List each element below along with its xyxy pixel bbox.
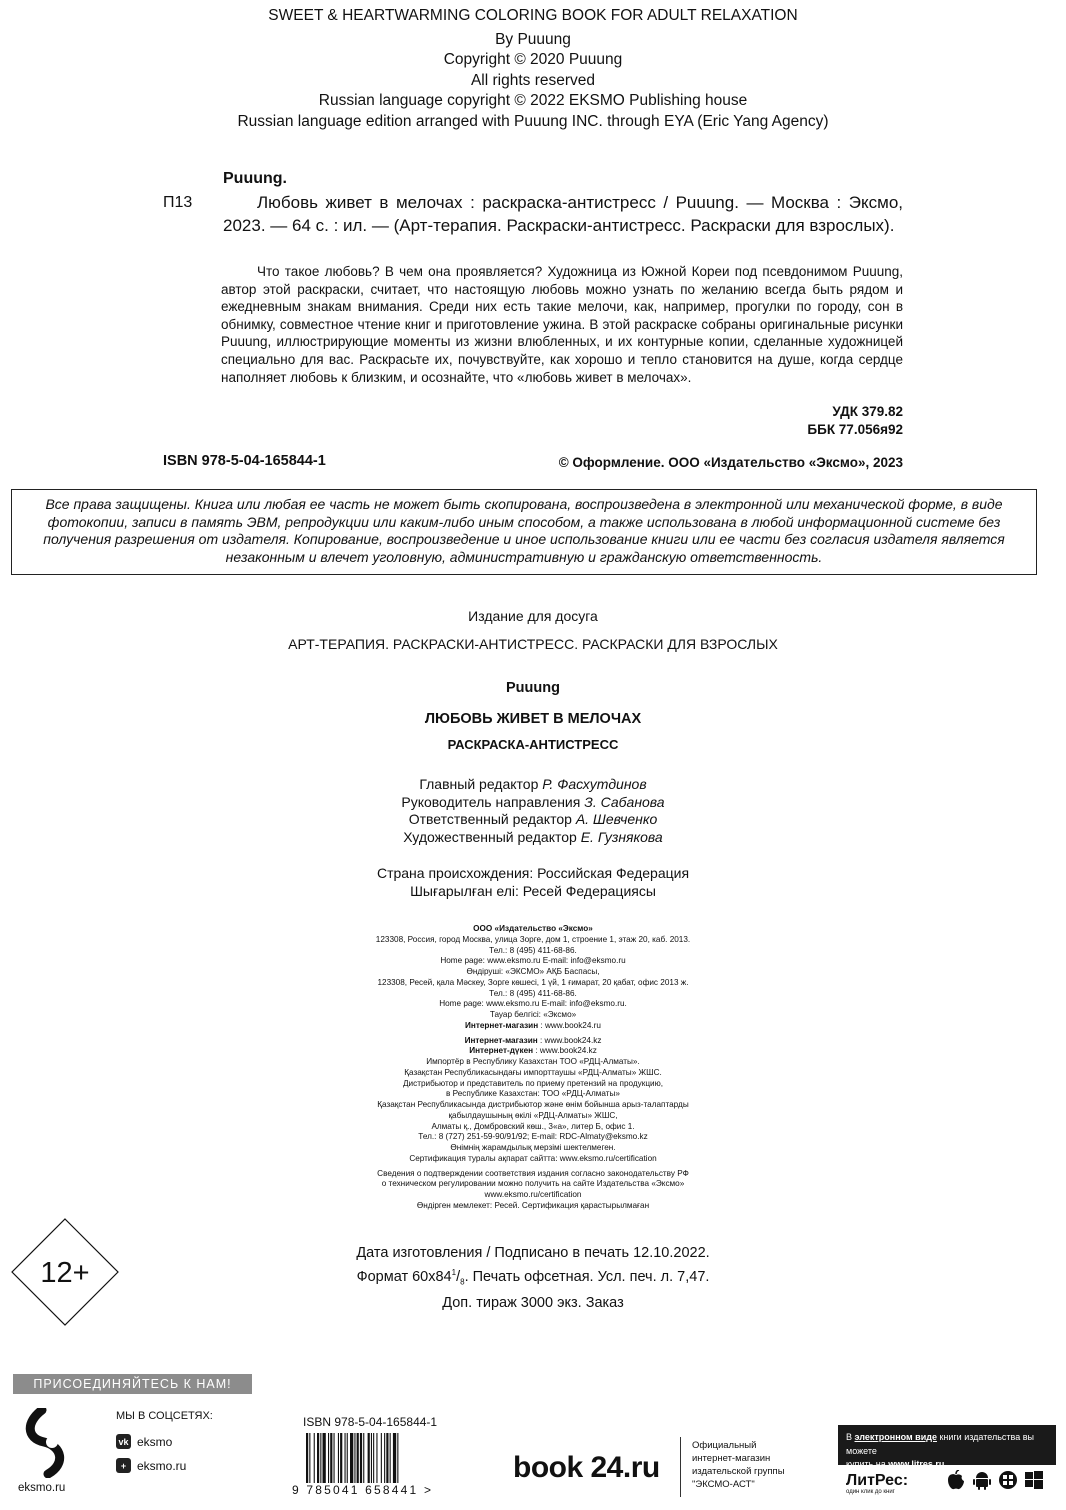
barcode-bar (363, 1433, 364, 1485)
annotation: Что такое любовь? В чем она проявляется? Художница из Южной Кореи под псевдонимом Puuung, автор этой раскраски, считает, что настоящую любовь можно узнать по желанию всегда быть рядом и ежедневным знакам внимания. Среди них есть такие мелочи, как, например, прогулки по городу, сон в обнимку, совместное чтение книг и приготовление ужина. В этой раскраске собраны оригинальные рисунки Puuung, иллюстрирующие моменты из жизни влюбленных, и их контурные копии, сделанные художницей специально для вас. Раскрасьте их, почувствуйте, как хорошо и тепло становится на душе, когда сердце наполняет любовь к близким, и осознайте, что «любовь живет в мелочах». (221, 264, 903, 385)
age-rating-text: 12+ (40, 1257, 90, 1289)
barcode-bar (345, 1433, 346, 1485)
app-icons (946, 1470, 1044, 1490)
staff-role: Ответственный редактор (408, 811, 572, 827)
publisher-line: Дистрибьютор и представитель по приему претензий на продукцию, (403, 1078, 663, 1088)
divider (680, 1437, 681, 1497)
staff-name: Р. Фасхутдинов (542, 776, 647, 792)
staff-line (0, 811, 1066, 829)
certification-block (280, 1169, 786, 1212)
publisher-line: Өндіруші: «ЭКСМО» АҚБ Баспасы, (466, 967, 600, 976)
publisher-line: в Республике Казахстан: ТОО «РДЦ-Алматы» (446, 1089, 620, 1099)
publisher-line: Home page: www.eksmo.ru E-mail: info@eksmo.ru. (439, 999, 627, 1009)
publisher-line: Тел.: 8 (727) 251-59-90/91/92; E-mail: RDC-Almaty@eksmo.kz (418, 1132, 648, 1142)
litres-logo[interactable]: ЛитРес: (846, 1472, 909, 1489)
udk-code: УДК 379.82 (832, 404, 903, 419)
barcode-bar (360, 1433, 362, 1485)
publisher-line: Тел.: 8 (495) 411-68-86. (489, 945, 577, 955)
publisher-line: 123308, Россия, город Москва, улица Зорге, дом 1, строение 1, этаж 20, каб. 2013. (375, 934, 691, 944)
plus-icon: + (116, 1458, 131, 1473)
barcode-bar (390, 1433, 391, 1485)
publisher-line: Өнімнің жарамдылық мерзімі шектелмеген. (450, 1143, 616, 1152)
barcode-bar (373, 1433, 374, 1485)
print-info (0, 1243, 1066, 1313)
official-shop-text: Официальный интернет-магазин издательской группы "ЭКСМО-АСТ" (692, 1440, 785, 1490)
shop-line: Интернет-магазин : www.book24.kz (464, 1035, 602, 1045)
english-line: Russian language copyright © 2022 EKSMO Publishing house (318, 92, 748, 109)
barcode-bar (328, 1433, 329, 1485)
rights-notice-box (11, 489, 1037, 575)
staff-name: А. Шевченко (575, 811, 658, 827)
publisher-line: Home page: www.eksmo.ru E-mail: info@eksmo.ru (440, 956, 626, 966)
staff-name: З. Сабанова (584, 793, 665, 810)
barcode-bar (368, 1433, 370, 1485)
social-title: МЫ В СОЦСЕТЯХ: (116, 1410, 213, 1422)
staff-name: Е. Гузнякова (580, 828, 663, 845)
staff-list (0, 776, 1066, 846)
barcode-bar (334, 1433, 335, 1485)
english-line: Copyright © 2020 Puuung (443, 51, 623, 68)
print-date: Дата изготовления / Подписано в печать 12.10.2022. (356, 1245, 710, 1261)
english-credits (0, 6, 1066, 132)
barcode-bar (350, 1433, 353, 1485)
barcode-bar (376, 1433, 377, 1485)
staff-role: Художественный редактор (403, 828, 577, 845)
design-copyright: © Оформление. ООО «Издательство «Эксмо», 2023 (558, 455, 903, 470)
staff-line (0, 794, 1066, 812)
publisher-line: Алматы қ., Домбровский көш., 3«а», литер Б, офис 1. (431, 1121, 635, 1131)
android-icon[interactable] (972, 1470, 992, 1490)
staff-role: Руководитель направления (401, 793, 581, 810)
english-line: All rights reserved (470, 71, 596, 89)
publisher-line: 123308, Ресей, қала Мәскеу, Зорге көшесі, 1 үй, 1 ғимарат, 20 қабат, офис 2013 ж. (377, 977, 689, 987)
bibliographic-record: Любовь живет в мелочах : раскраска-антистресс / Puuung. — Москва : Эксмо, 2023. — 64 с. : ил. — (Арт-терапия. Раскраски-антистресс. Раскраски для взрослых). (223, 193, 903, 235)
country-of-origin (0, 865, 1066, 900)
publisher-line: Қазақстан Республикасындағы импорттаушы «РДЦ-Алматы» ЖШС. (404, 1067, 662, 1077)
english-line: SWEET & HEARTWARMING COLORING BOOK FOR ADULT RELAXATION (268, 7, 798, 24)
social-vk-link[interactable] (116, 1434, 172, 1449)
publisher-info (280, 924, 786, 1212)
isbn: ISBN 978-5-04-165844-1 (163, 453, 326, 469)
series-name: АРТ-ТЕРАПИЯ. РАСКРАСКИ-АНТИСТРЕСС. РАСКРАСКИ ДЛЯ ВЗРОСЛЫХ (288, 636, 778, 652)
barcode-bar (323, 1433, 326, 1485)
barcode-bar (371, 1433, 372, 1485)
book-title: ЛЮБОВЬ ЖИВЕТ В МЕЛОЧАХ (424, 711, 642, 727)
litres-tagline: один клик до книг (846, 1489, 895, 1495)
publisher-line: Импортёр в Республику Казахстан ТОО «РДЦ-Алматы». (426, 1057, 640, 1066)
staff-line (0, 776, 1066, 794)
origin-line: Страна происхождения: Российская Федерация (376, 865, 690, 881)
print-format: Формат $60х84^1/_8$. Печать офсетная. Усл. печ. л. 7,47. (356, 1268, 710, 1287)
social-other-link[interactable] (116, 1458, 186, 1473)
publisher-line: www.eksmo.ru/certification (484, 1190, 582, 1199)
book24-logo[interactable]: book 24.ru (513, 1451, 660, 1484)
join-us-banner: ПРИСОЕДИНЯЙТЕСЬ К НАМ! (13, 1374, 252, 1394)
barcode-digits: 9 785041 658441 > (292, 1483, 434, 1497)
shop-line: Интернет-магазин : www.book24.ru (465, 1020, 601, 1030)
leisure-edition: Издание для досуга (468, 608, 598, 624)
publisher-line: о техническом регулировании можно получить на сайте Издательства «Эксмо» (381, 1179, 685, 1189)
apple-icon[interactable] (946, 1470, 966, 1490)
shop-line: Интернет-дүкен : www.book24.kz (469, 1046, 597, 1056)
edition-author: Puuung (506, 680, 560, 696)
staff-role: Главный редактор (419, 776, 539, 792)
barcode-bar (330, 1433, 332, 1485)
barcode-bar (347, 1433, 348, 1485)
social-other-label: eksmo.ru (137, 1458, 187, 1473)
windows-icon[interactable] (1024, 1470, 1044, 1490)
publisher-line: Сведения о подтверждении соответствия издания согласно законодательству РФ (377, 1168, 689, 1178)
publisher-line: Өндірген мемлекет: Ресей. Сертификация қарастырылмаған (416, 1200, 650, 1210)
barcode-bar (357, 1433, 359, 1485)
catalog-code: П13 (163, 194, 193, 211)
barcode-isbn: ISBN 978-5-04-165844-1 (303, 1415, 438, 1429)
publisher-line: қабылдаушының өкілі «РДЦ-Алматы» ЖШС, (448, 1110, 618, 1120)
barcode-bar (393, 1433, 396, 1485)
eksmo-site[interactable]: eksmo.ru (18, 1482, 66, 1494)
english-line: Russian language edition arranged with Puuung INC. through EYA (Eric Yang Agency) (237, 112, 829, 130)
barcode-bar (320, 1433, 321, 1485)
barcode-bar (381, 1433, 382, 1485)
publisher-line: Тел.: 8 (495) 411-68-86. (489, 988, 577, 998)
print-run: Доп. тираж 3000 экз. Заказ (442, 1294, 624, 1311)
windows-phone-icon[interactable] (998, 1470, 1018, 1490)
publisher-name: ООО «Издательство «Эксмо» (473, 924, 593, 933)
barcode-bar (314, 1433, 315, 1485)
origin-line: Шығарылған елі: Ресей Федерациясы (410, 882, 656, 899)
barcode-bar (340, 1433, 342, 1485)
rights-notice-text: Все права защищены. Книга или любая ее часть не может быть скопирована, воспроизведена в электронной или механической форме, в виде фотокопии, записи в память ЭВМ, репродукции или каким-либо иным способом, а также использована в любой информационной системе без получения разрешения от издателя. Копирование, воспроизведение и иное использование книги или ее части без согласия издателя является незаконным и влечет уголовную, административную и гражданскую ответственность. (43, 496, 1005, 565)
publisher-block (280, 935, 786, 1021)
staff-line (0, 829, 1066, 847)
publisher-line: Сертификация туралы ақпарат сайтта: www.eksmo.ru/certification (409, 1153, 657, 1163)
catalog-author: Puuung. (223, 170, 287, 187)
social-vk-label: eksmo (137, 1434, 173, 1449)
barcode-bar (386, 1433, 388, 1485)
publisher-line: Тауар белгісі: «Эксмо» (489, 1010, 577, 1019)
book-subtitle: РАСКРАСКА-АНТИСТРЕСС (447, 737, 619, 752)
barcode-bar (384, 1433, 385, 1485)
classification-codes (807, 403, 903, 439)
vk-icon: vk (116, 1434, 131, 1449)
litres-banner[interactable]: В электронном виде книги издательства вы можете купить на www.litres.ru (838, 1425, 1056, 1465)
bbk-code: ББК 77.056я92 (807, 422, 903, 437)
barcode-bar (317, 1433, 319, 1485)
english-line: By Puuung (495, 30, 571, 48)
barcode-bar (338, 1433, 339, 1485)
eksmo-logo-icon (22, 1408, 74, 1478)
importer-block (280, 1057, 786, 1165)
publisher-line: Қазақстан Республикасында дистрибьютор және өнім бойынша арыз-талаптарды (377, 1100, 689, 1109)
